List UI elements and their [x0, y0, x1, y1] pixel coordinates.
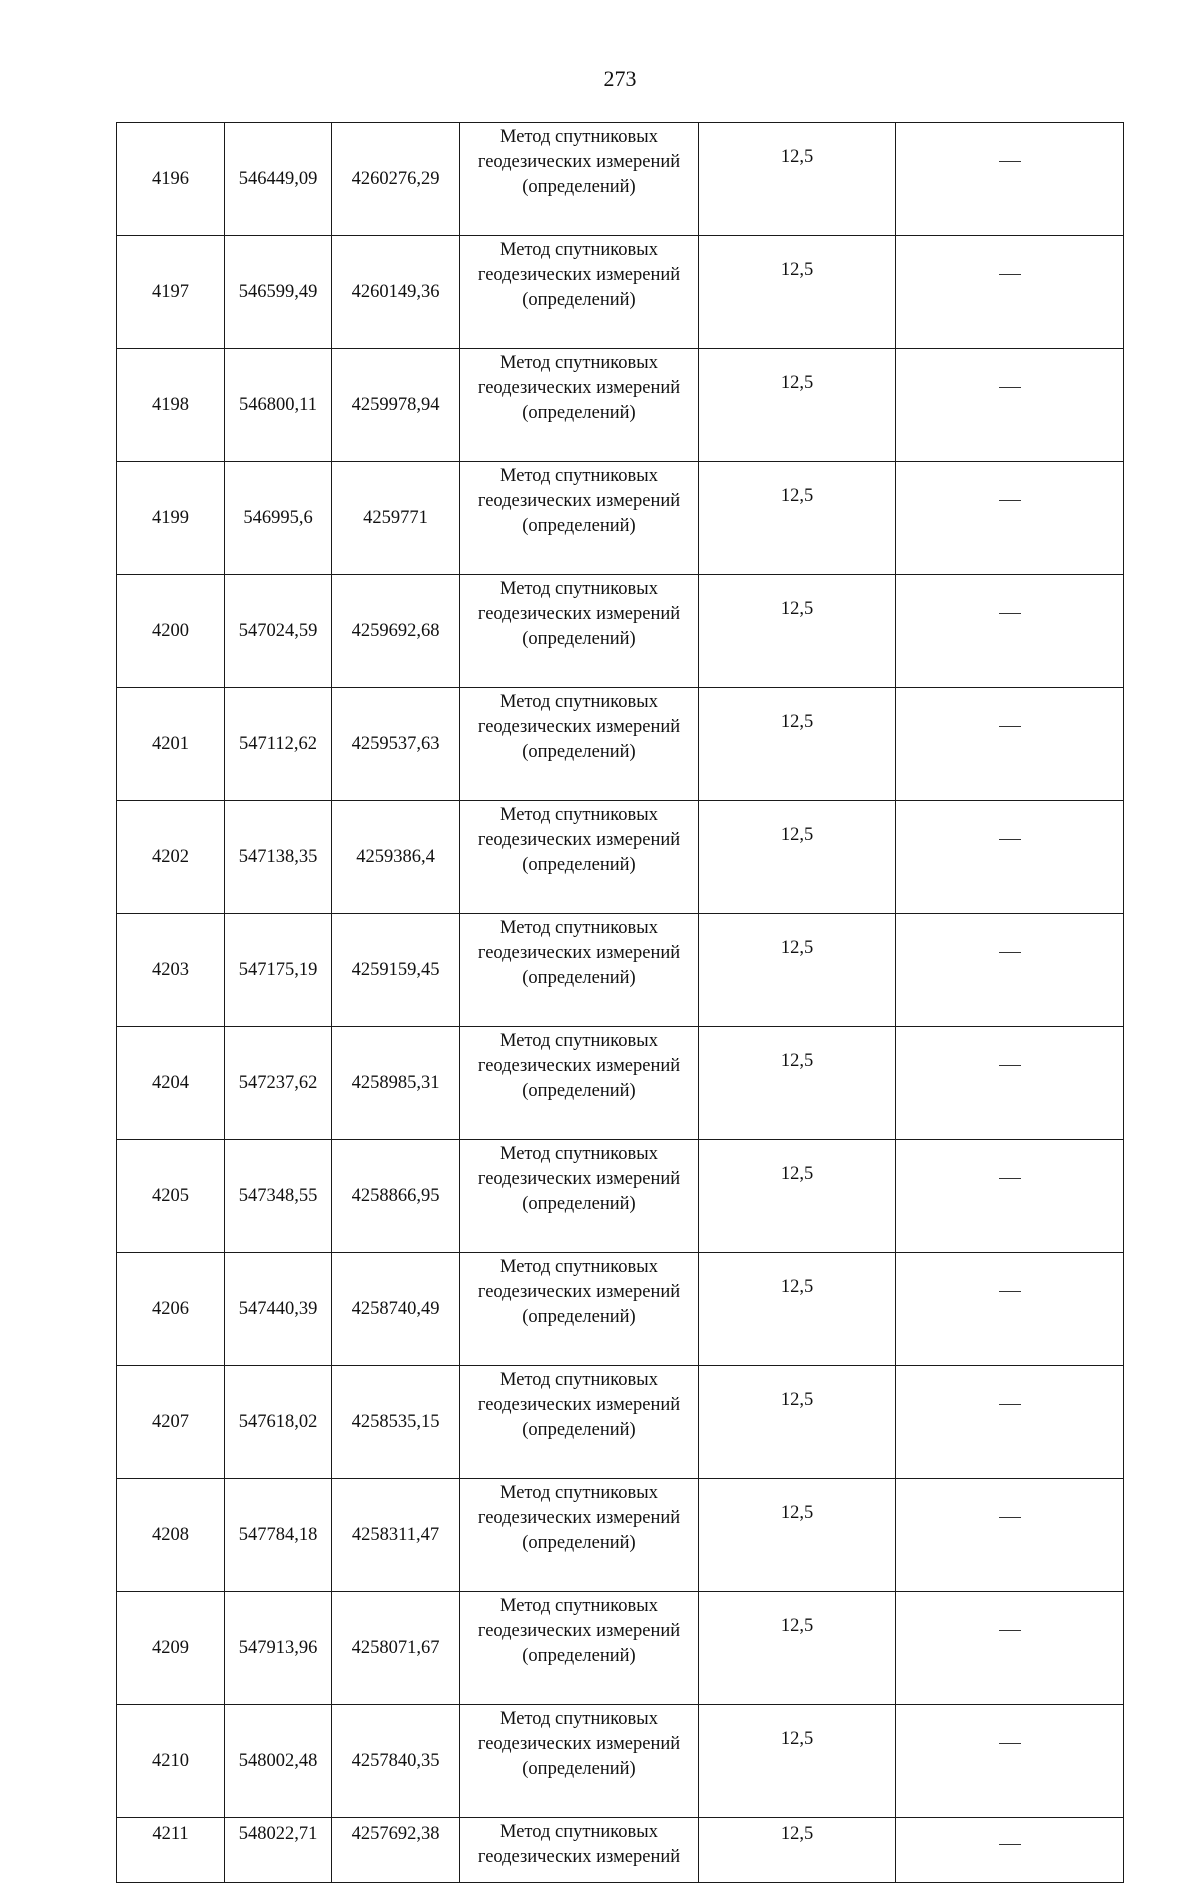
method-line: (определений): [522, 403, 636, 423]
note-cell: [896, 1253, 1124, 1366]
accuracy-cell: 12,5: [699, 688, 896, 801]
accuracy-cell: 12,5: [699, 123, 896, 236]
method-line: Метод спутниковых: [500, 1822, 658, 1842]
method-line: Метод спутниковых: [500, 1370, 658, 1390]
dash-mark: [999, 387, 1021, 389]
method-line: геодезических измерений: [477, 378, 681, 398]
method-line: (определений): [522, 1194, 636, 1214]
accuracy-cell: 12,5: [699, 1592, 896, 1705]
accuracy-cell: 12,5: [699, 1818, 896, 1883]
table-row: [117, 1479, 1124, 1592]
point-number-cell: 4208: [117, 1479, 225, 1592]
method-line: (определений): [522, 855, 636, 875]
method-cell: [460, 1027, 699, 1140]
note-cell: [896, 914, 1124, 1027]
dash-mark: [999, 1844, 1021, 1846]
method-line: Метод спутниковых: [500, 692, 658, 712]
method-cell: [460, 462, 699, 575]
method-line: Метод спутниковых: [500, 1483, 658, 1503]
accuracy-cell: 12,5: [699, 349, 896, 462]
method-line: (определений): [522, 1759, 636, 1779]
method-line: (определений): [522, 1646, 636, 1666]
y-coordinate-cell: 4259386,4: [332, 801, 460, 914]
y-coordinate-cell: 4258740,49: [332, 1253, 460, 1366]
table-row: [117, 1592, 1124, 1705]
dash-mark: [999, 839, 1021, 841]
x-coordinate-cell: 547138,35: [225, 801, 332, 914]
table-row: [117, 801, 1124, 914]
note-cell: [896, 123, 1124, 236]
y-coordinate-cell: 4258985,31: [332, 1027, 460, 1140]
method-line: (определений): [522, 1420, 636, 1440]
coordinates-table-body: [117, 123, 1124, 1883]
method-cell: [460, 1592, 699, 1705]
note-cell: [896, 1705, 1124, 1818]
table-row: [117, 1366, 1124, 1479]
method-line: (определений): [522, 1307, 636, 1327]
method-cell: [460, 1253, 699, 1366]
method-line: Метод спутниковых: [500, 240, 658, 260]
method-line: Метод спутниковых: [500, 127, 658, 147]
method-line: геодезических измерений: [477, 830, 681, 850]
y-coordinate-cell: 4260276,29: [332, 123, 460, 236]
table-row: [117, 575, 1124, 688]
y-coordinate-cell: 4259978,94: [332, 349, 460, 462]
method-line: Метод спутниковых: [500, 1596, 658, 1616]
x-coordinate-cell: 546995,6: [225, 462, 332, 575]
accuracy-cell: 12,5: [699, 801, 896, 914]
point-number-cell: 4199: [117, 462, 225, 575]
note-cell: [896, 462, 1124, 575]
dash-mark: [999, 1178, 1021, 1180]
note-cell: [896, 1027, 1124, 1140]
dash-mark: [999, 613, 1021, 615]
point-number-cell: 4202: [117, 801, 225, 914]
method-line: Метод спутниковых: [500, 1709, 658, 1729]
dash-mark: [999, 1517, 1021, 1519]
note-cell: [896, 801, 1124, 914]
x-coordinate-cell: 547175,19: [225, 914, 332, 1027]
method-line: (определений): [522, 968, 636, 988]
method-line: геодезических измерений: [477, 1847, 681, 1867]
method-line: (определений): [522, 516, 636, 536]
coordinates-table: [116, 122, 1124, 1883]
table-row: [117, 688, 1124, 801]
x-coordinate-cell: 547440,39: [225, 1253, 332, 1366]
note-cell: [896, 236, 1124, 349]
accuracy-cell: 12,5: [699, 1140, 896, 1253]
accuracy-cell: 12,5: [699, 1253, 896, 1366]
accuracy-cell: 12,5: [699, 1027, 896, 1140]
y-coordinate-cell: 4259692,68: [332, 575, 460, 688]
point-number-cell: 4205: [117, 1140, 225, 1253]
x-coordinate-cell: 547348,55: [225, 1140, 332, 1253]
table-row: [117, 349, 1124, 462]
dash-mark: [999, 274, 1021, 276]
method-cell: [460, 123, 699, 236]
page-number: 273: [603, 66, 637, 91]
accuracy-cell: 12,5: [699, 1479, 896, 1592]
x-coordinate-cell: 547237,62: [225, 1027, 332, 1140]
table-row: [117, 1027, 1124, 1140]
method-line: геодезических измерений: [477, 943, 681, 963]
y-coordinate-cell: 4259771: [332, 462, 460, 575]
method-cell: [460, 1366, 699, 1479]
note-cell: [896, 1140, 1124, 1253]
table-row: [117, 236, 1124, 349]
method-cell: [460, 1140, 699, 1253]
method-cell: [460, 236, 699, 349]
method-line: геодезических измерений: [477, 717, 681, 737]
method-cell: [460, 1818, 699, 1883]
method-cell: [460, 801, 699, 914]
x-coordinate-cell: 546800,11: [225, 349, 332, 462]
point-number-cell: 4200: [117, 575, 225, 688]
x-coordinate-cell: 547784,18: [225, 1479, 332, 1592]
point-number-cell: 4201: [117, 688, 225, 801]
method-line: Метод спутниковых: [500, 353, 658, 373]
table-row: [117, 1253, 1124, 1366]
method-line: геодезических измерений: [477, 1056, 681, 1076]
note-cell: [896, 1818, 1124, 1883]
method-cell: [460, 1705, 699, 1818]
method-cell: [460, 1479, 699, 1592]
method-line: геодезических измерений: [477, 1395, 681, 1415]
dash-mark: [999, 1743, 1021, 1745]
dash-mark: [999, 1065, 1021, 1067]
method-line: геодезических измерений: [477, 265, 681, 285]
table-row: [117, 914, 1124, 1027]
point-number-cell: 4207: [117, 1366, 225, 1479]
method-line: (определений): [522, 1081, 636, 1101]
y-coordinate-cell: 4257840,35: [332, 1705, 460, 1818]
method-line: геодезических измерений: [477, 1621, 681, 1641]
accuracy-cell: 12,5: [699, 1366, 896, 1479]
accuracy-cell: 12,5: [699, 914, 896, 1027]
accuracy-cell: 12,5: [699, 462, 896, 575]
point-number-cell: 4198: [117, 349, 225, 462]
table-row: [117, 462, 1124, 575]
method-line: геодезических измерений: [477, 491, 681, 511]
y-coordinate-cell: 4258866,95: [332, 1140, 460, 1253]
x-coordinate-cell: 546599,49: [225, 236, 332, 349]
dash-mark: [999, 726, 1021, 728]
method-line: геодезических измерений: [477, 152, 681, 172]
method-cell: [460, 575, 699, 688]
point-number-cell: 4211: [117, 1818, 225, 1883]
x-coordinate-cell: 547913,96: [225, 1592, 332, 1705]
point-number-cell: 4196: [117, 123, 225, 236]
y-coordinate-cell: 4258071,67: [332, 1592, 460, 1705]
y-coordinate-cell: 4258535,15: [332, 1366, 460, 1479]
table-row: [117, 1140, 1124, 1253]
note-cell: [896, 349, 1124, 462]
x-coordinate-cell: 548002,48: [225, 1705, 332, 1818]
accuracy-cell: 12,5: [699, 575, 896, 688]
dash-mark: [999, 952, 1021, 954]
table-row: [117, 1818, 1124, 1883]
method-line: геодезических измерений: [477, 1734, 681, 1754]
method-line: геодезических измерений: [477, 1282, 681, 1302]
method-line: геодезических измерений: [477, 1169, 681, 1189]
method-cell: [460, 914, 699, 1027]
x-coordinate-cell: 547618,02: [225, 1366, 332, 1479]
method-line: (определений): [522, 290, 636, 310]
y-coordinate-cell: 4259537,63: [332, 688, 460, 801]
point-number-cell: 4204: [117, 1027, 225, 1140]
x-coordinate-cell: 548022,71: [225, 1818, 332, 1883]
dash-mark: [999, 161, 1021, 163]
y-coordinate-cell: 4257692,38: [332, 1818, 460, 1883]
accuracy-cell: 12,5: [699, 236, 896, 349]
method-line: Метод спутниковых: [500, 805, 658, 825]
x-coordinate-cell: 546449,09: [225, 123, 332, 236]
method-line: Метод спутниковых: [500, 579, 658, 599]
note-cell: [896, 575, 1124, 688]
y-coordinate-cell: 4259159,45: [332, 914, 460, 1027]
note-cell: [896, 1592, 1124, 1705]
x-coordinate-cell: 547112,62: [225, 688, 332, 801]
point-number-cell: 4210: [117, 1705, 225, 1818]
method-line: Метод спутниковых: [500, 1257, 658, 1277]
dash-mark: [999, 1404, 1021, 1406]
table-row: [117, 1705, 1124, 1818]
x-coordinate-cell: 547024,59: [225, 575, 332, 688]
method-line: геодезических измерений: [477, 604, 681, 624]
accuracy-cell: 12,5: [699, 1705, 896, 1818]
method-line: Метод спутниковых: [500, 1144, 658, 1164]
note-cell: [896, 1479, 1124, 1592]
dash-mark: [999, 500, 1021, 502]
method-line: (определений): [522, 177, 636, 197]
point-number-cell: 4206: [117, 1253, 225, 1366]
method-cell: [460, 688, 699, 801]
note-cell: [896, 688, 1124, 801]
method-line: (определений): [522, 742, 636, 762]
method-line: (определений): [522, 629, 636, 649]
y-coordinate-cell: 4258311,47: [332, 1479, 460, 1592]
note-cell: [896, 1366, 1124, 1479]
method-line: Метод спутниковых: [500, 466, 658, 486]
method-cell: [460, 349, 699, 462]
dash-mark: [999, 1291, 1021, 1293]
point-number-cell: 4203: [117, 914, 225, 1027]
method-line: (определений): [522, 1533, 636, 1553]
dash-mark: [999, 1630, 1021, 1632]
method-line: Метод спутниковых: [500, 1031, 658, 1051]
method-line: геодезических измерений: [477, 1508, 681, 1528]
point-number-cell: 4209: [117, 1592, 225, 1705]
table-row: [117, 123, 1124, 236]
point-number-cell: 4197: [117, 236, 225, 349]
y-coordinate-cell: 4260149,36: [332, 236, 460, 349]
method-line: Метод спутниковых: [500, 918, 658, 938]
